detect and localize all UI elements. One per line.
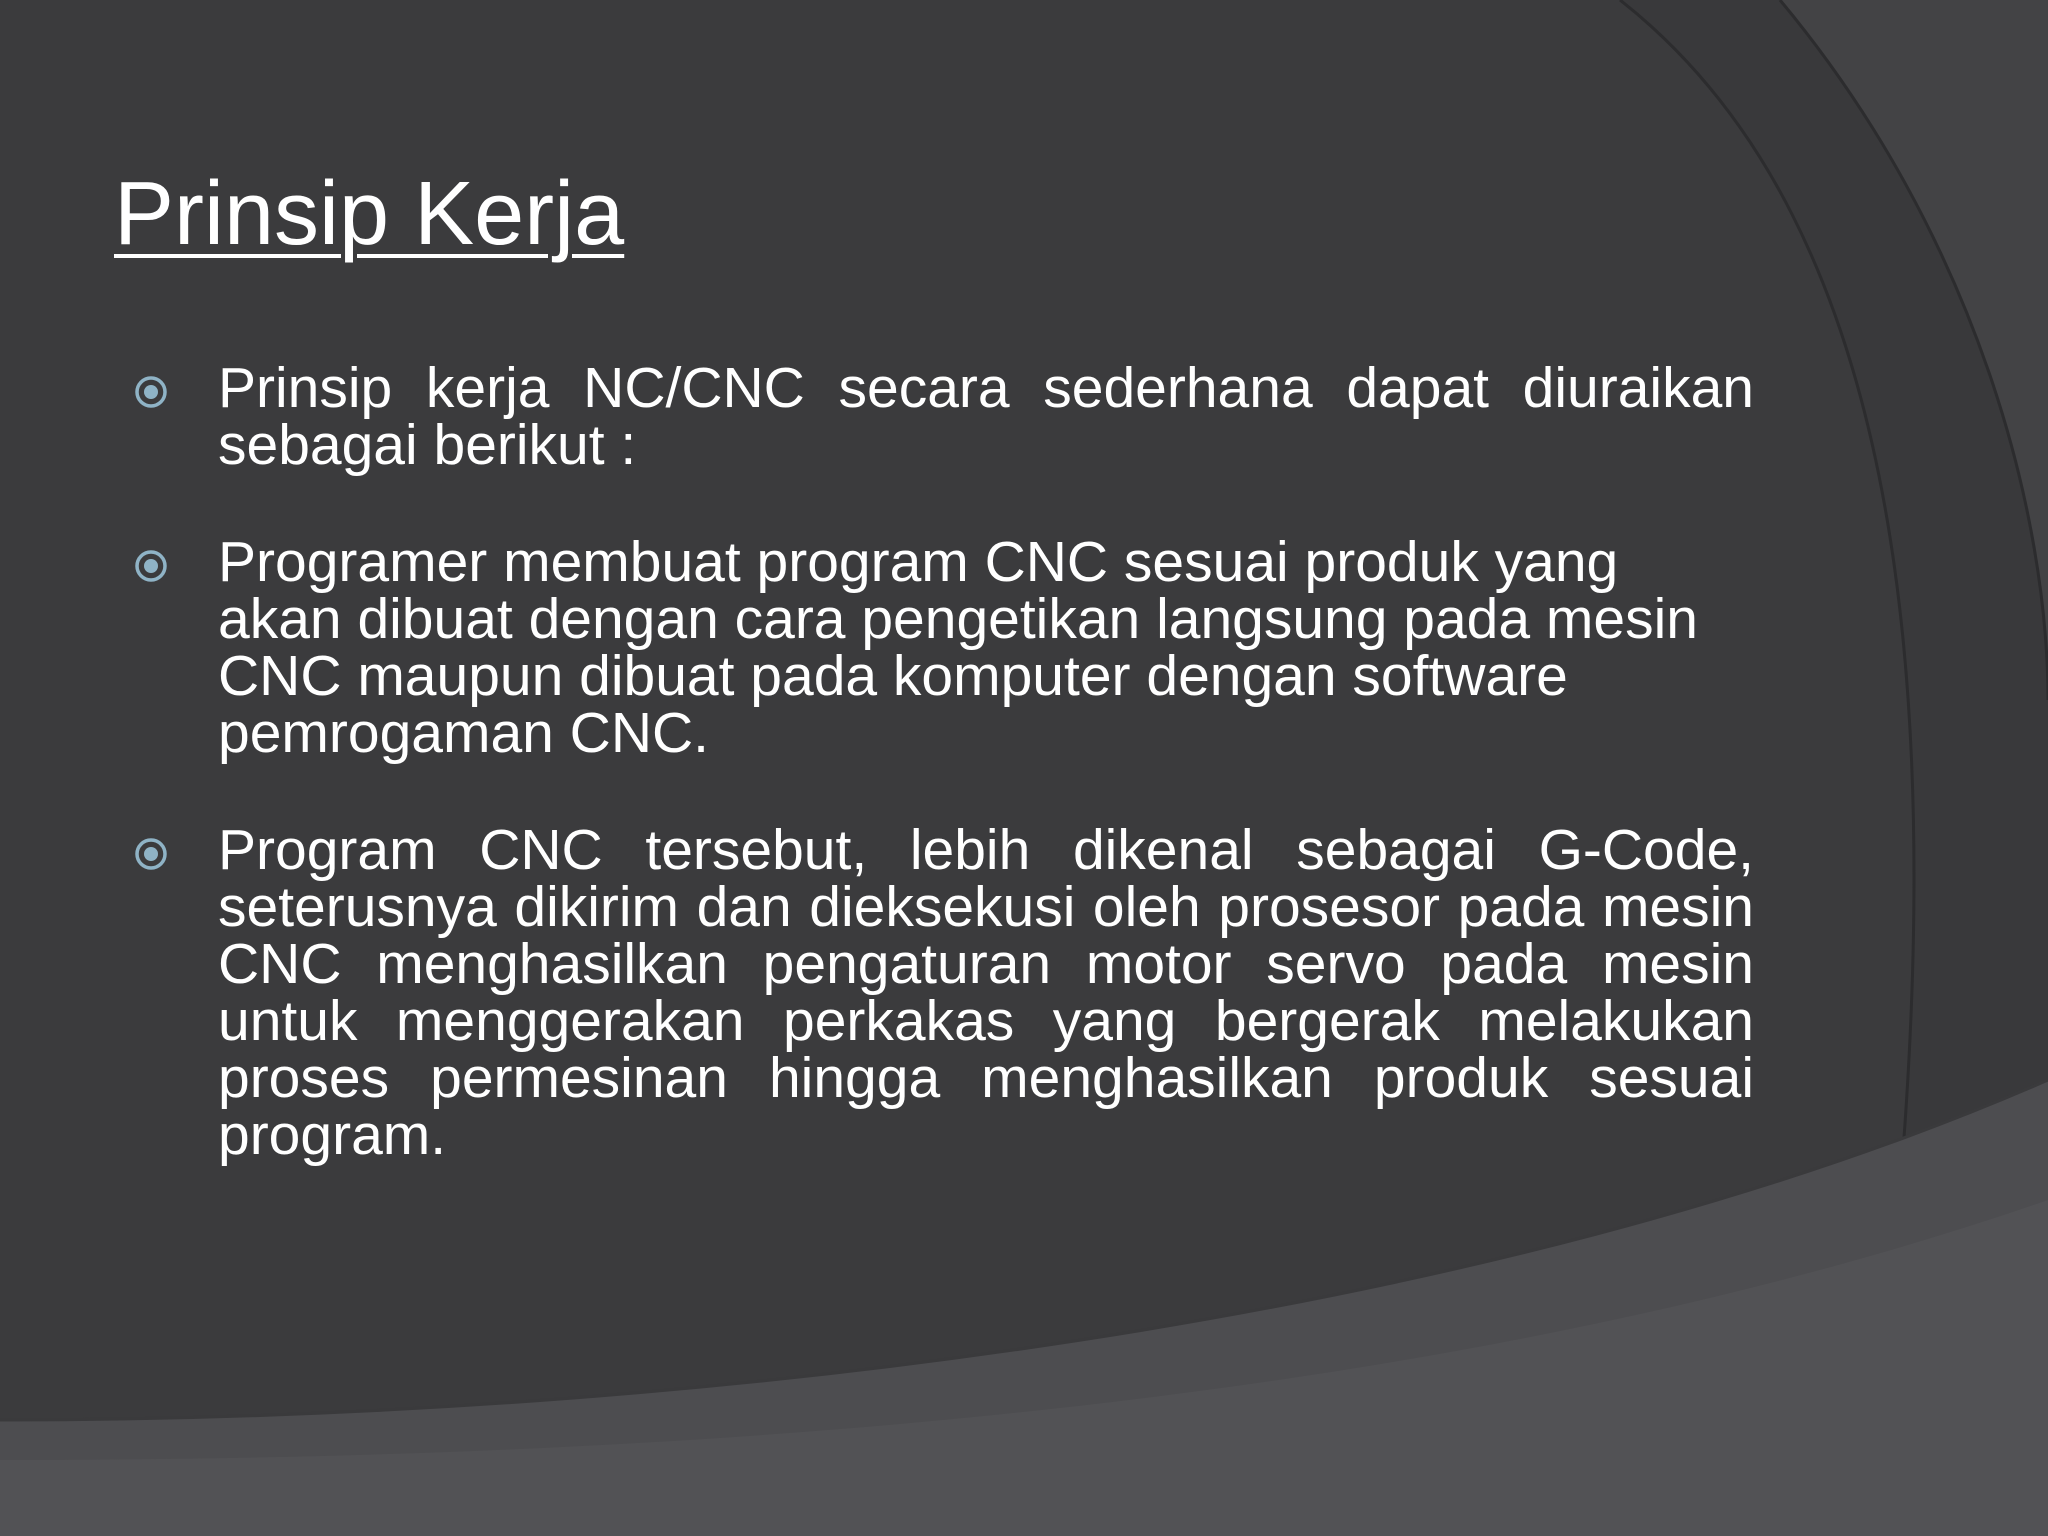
bullet-text: Prinsip kerja NC/CNC secara sederhana dapat diuraikan sebagai berikut : — [218, 356, 1754, 477]
circle-bullet-icon — [134, 837, 168, 871]
bullet-item — [134, 818, 1754, 1167]
bullet-item — [134, 356, 1754, 477]
bullet-list — [134, 356, 1754, 1224]
circle-bullet-icon — [134, 549, 168, 583]
circle-bullet-icon — [134, 375, 168, 409]
bullet-text: Program CNC tersebut, lebih dikenal sebagai G-Code, seterusnya dikirim dan dieksekusi oleh prosesor pada mesin CNC menghasilkan pengaturan motor servo pada mesin untuk menggerakan perkakas yang bergerak melakukan proses permesinan hingga menghasilkan produk sesuai program. — [218, 818, 1754, 1167]
bullet-text: Programer membuat program CNC sesuai produk yang akan dibuat dengan cara pengetikan langsung pada mesin CNC maupun dibuat pada komputer dengan software pemrogaman CNC. — [218, 530, 1698, 765]
bullet-item — [134, 530, 1754, 765]
slide-title: Prinsip Kerja — [114, 164, 625, 264]
